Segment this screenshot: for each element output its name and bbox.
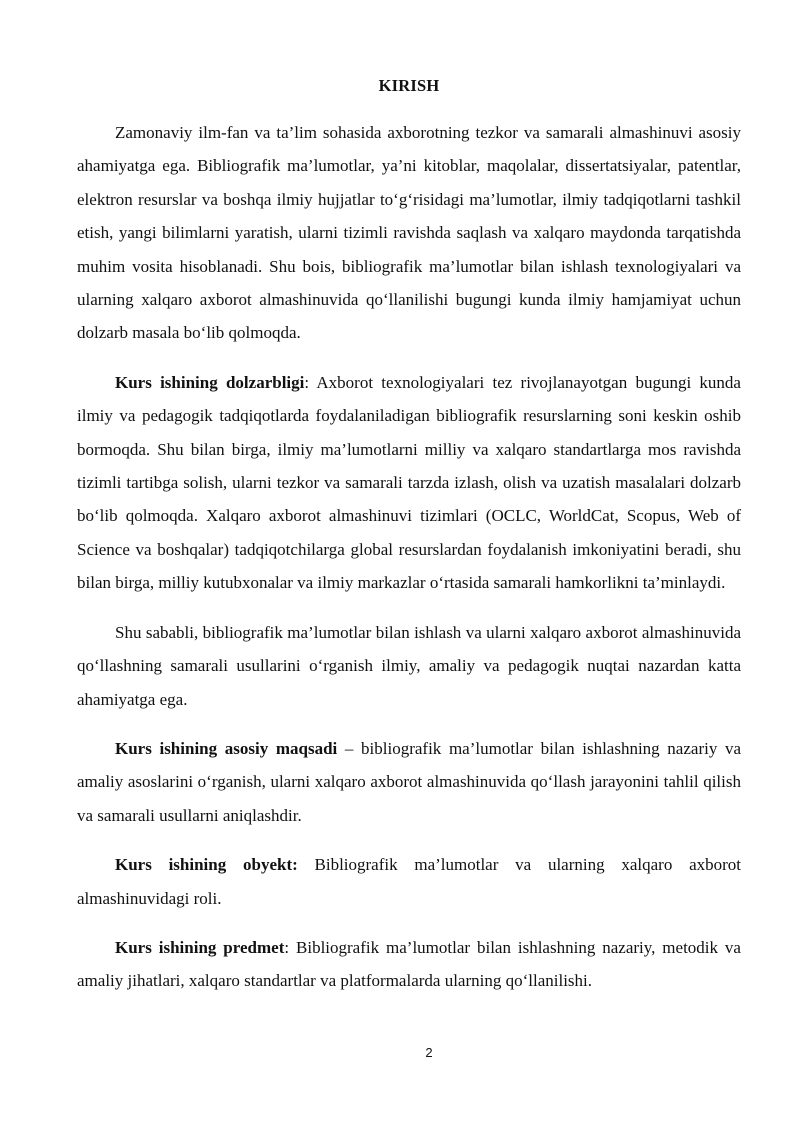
- paragraph-intro: [77, 116, 741, 350]
- body-text: [77, 116, 741, 1014]
- paragraph-lead: Kurs ishining predmet: [115, 937, 285, 957]
- page-number: 2: [425, 1045, 433, 1060]
- paragraph-text: Axborot texnologiyalari tez rivojlanayotgan bugungi kunda ilmiy va pedagogik tadqiqotlarda foydalaniladigan bibliografik resurslarning soni keskin oshib bormoqda. Shu bilan birga, ilmiy ma’lumotlarni milliy va xalqaro standartlarga mos ravishda tizimli tartibga solish, ularni tezkor va samarali tarzda izlash, olish va uzatish masalalari dolzarb bo‘lib qolmoqda. Xalqaro axborot almashinuvi tizimlari (OCLC, WorldCat, Scopus, Web of Science va boshqalar) tadqiqotchilarga global resurslardan foydalanish imkoniyatini beradi, shu bilan birga, milliy kutubxonalar va ilmiy markazlar o‘rtasida samarali hamkorlikni ta’minlaydi.: [77, 372, 741, 593]
- page-title: KIRISH: [378, 76, 440, 95]
- paragraph-importance: [77, 616, 741, 716]
- paragraph-relevance: [77, 366, 741, 600]
- paragraph-separator: [298, 855, 315, 874]
- paragraph-separator: –: [337, 738, 362, 758]
- paragraph-goal: [77, 732, 741, 832]
- paragraph-lead: Kurs ishining obyekt:: [115, 855, 298, 875]
- paragraph-separator: :: [284, 937, 297, 957]
- paragraph-separator: :: [304, 372, 317, 392]
- paragraph-subject: [77, 931, 741, 998]
- paragraph-lead: Kurs ishining asosiy maqsadi: [115, 738, 338, 758]
- paragraph-object: [77, 848, 741, 915]
- paragraph-text: bibliografik ma’lumotlar bilan ishlashning nazariy va amaliy asoslarini o‘rganish, ularni xalqaro axborot almashinuvida qo‘llash jarayonini tahlil qilish va samarali usullarni aniqlashdir.: [77, 738, 742, 825]
- paragraph-lead: Kurs ishining dolzarbligi: [115, 372, 305, 392]
- paragraph-text: Shu sababli, bibliografik ma’lumotlar bilan ishlash va ularni xalqaro axborot almashinuvida qo‘llashning samarali usullarini o‘rganish ilmiy, amaliy va pedagogik nuqtai nazardan katta ahamiyatga ega.: [77, 622, 741, 709]
- paragraph-text: Bibliografik ma’lumotlar bilan ishlashning nazariy, metodik va amaliy jihatlari, xalqaro standartlar va platformalarda ularning qo‘llanilishi.: [77, 937, 741, 991]
- paragraph-text: Zamonaviy ilm-fan va ta’lim sohasida axborotning tezkor va samarali almashinuvi asosiy ahamiyatga ega. Bibliografik ma’lumotlar, ya’ni kitoblar, maqolalar, dissertatsiyalar, patentlar, elektron resurslar va boshqa ilmiy hujjatlar to‘g‘risidagi ma’lumotlar, ilmiy tadqiqotlarni tashkil etish, yangi bilimlarni yaratish, ularni tizimli ravishda saqlash va xalqaro maydonda tarqatishda muhim vosita hisoblanadi. Shu bois, bibliografik ma’lumotlar bilan ishlash texnologiyalari va ularning xalqaro axborot almashinuvida qo‘llanilishi bugungi kunda ilmiy hamjamiyat uchun dolzarb masala bo‘lib qolmoqda.: [77, 123, 741, 343]
- paragraph-text: Bibliografik ma’lumotlar va ularning xalqaro axborot almashinuvidagi roli.: [77, 855, 741, 908]
